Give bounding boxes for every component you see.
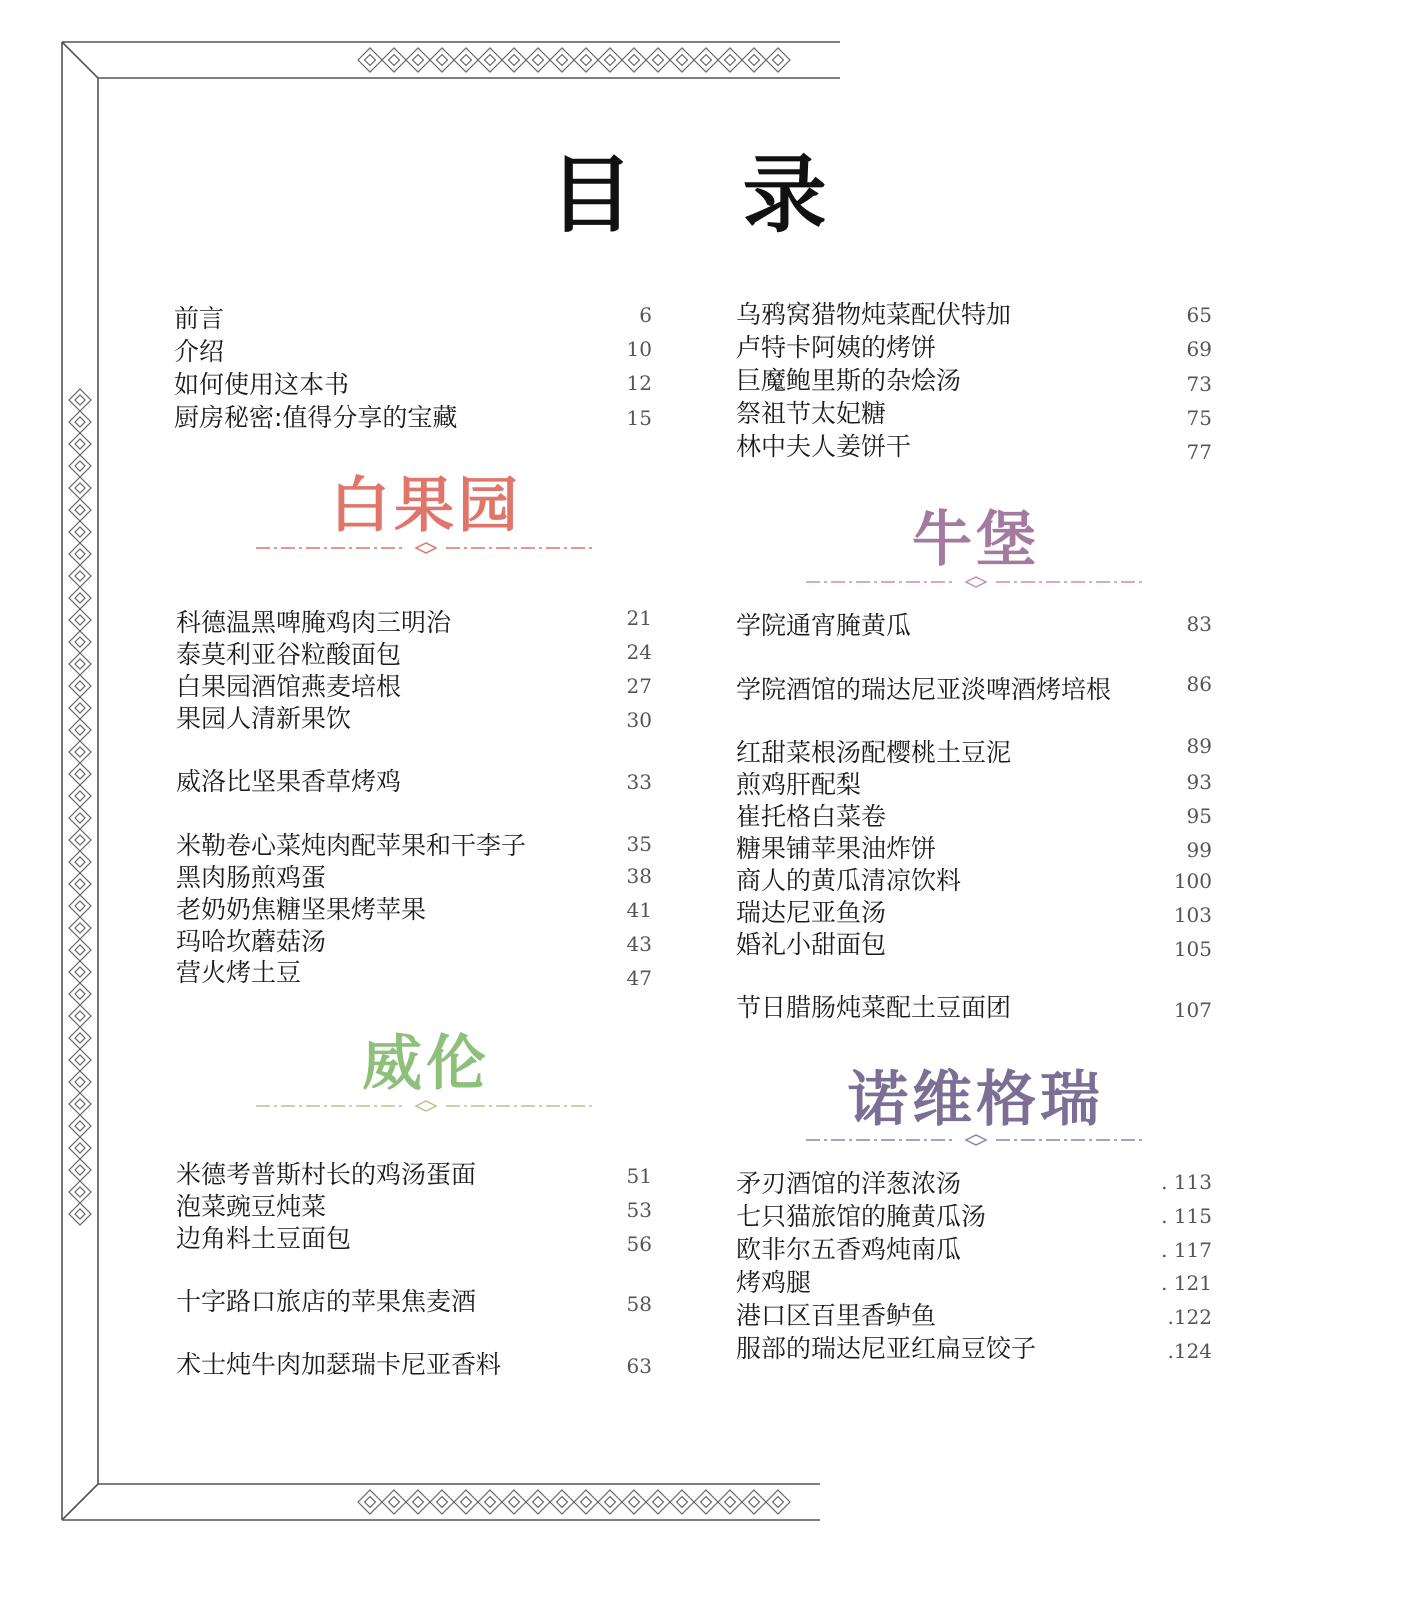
frame-diamond	[742, 1490, 766, 1514]
frame-diamond-inner	[581, 55, 592, 66]
frame-diamond-inner	[749, 1497, 760, 1508]
frame-diamond	[694, 1490, 718, 1514]
frame-diamond-inner	[75, 747, 85, 757]
toc-entry-label[interactable]: 厨房秘密:值得分享的宝藏	[174, 403, 458, 432]
toc-entry-label[interactable]: 煎鸡肝配梨	[736, 770, 862, 799]
frame-diamond-inner	[533, 55, 544, 66]
frame-diamond-inner	[75, 1165, 85, 1175]
frame-diamond	[598, 48, 622, 72]
toc-entry-label[interactable]: 商人的黄瓜清凉饮料	[736, 866, 962, 895]
frame-diamond-inner	[75, 1099, 85, 1109]
toc-entry-label[interactable]: 欧非尔五香鸡炖南瓜	[736, 1235, 962, 1264]
toc-entry-label[interactable]: 米勒卷心菜炖肉配苹果和干李子	[176, 831, 527, 860]
frame-diamond	[69, 587, 91, 609]
frame-diamond-inner	[75, 1077, 85, 1087]
frame-diamond	[550, 1490, 574, 1514]
frame-diamond	[622, 48, 646, 72]
frame-diamond-inner	[75, 439, 85, 449]
frame-diamond-inner	[75, 857, 85, 867]
frame-diamond	[430, 48, 454, 72]
frame-diamond-inner	[75, 681, 85, 691]
frame-diamond	[69, 499, 91, 521]
toc-entry-label[interactable]: 如何使用这本书	[174, 370, 350, 399]
frame-diamond-inner	[75, 769, 85, 779]
toc-page-number: 33	[626, 770, 652, 794]
toc-entry-label[interactable]: 泰莫利亚谷粒酸面包	[176, 640, 402, 669]
frame-diamond	[598, 1490, 622, 1514]
frame-diamond	[69, 521, 91, 543]
frame-diamond-inner	[75, 483, 85, 493]
toc-entry-label[interactable]: 学院酒馆的瑞达尼亚淡啤酒烤培根	[736, 675, 1112, 704]
toc-page-number: . 121	[1161, 1271, 1212, 1295]
frame-diamond	[69, 653, 91, 675]
toc-page-number: 93	[1186, 770, 1212, 794]
frame-diamond-inner	[75, 1121, 85, 1131]
frame-diamond	[69, 939, 91, 961]
toc-entry-label[interactable]: 学院通宵腌黄瓜	[736, 611, 912, 640]
frame-diamond	[502, 1490, 526, 1514]
toc-entry-label[interactable]: 港口区百里香鲈鱼	[736, 1301, 937, 1330]
frame-diamond	[69, 697, 91, 719]
frame-diamond	[454, 48, 478, 72]
toc-page-number: 24	[626, 640, 652, 664]
frame-diamond	[69, 895, 91, 917]
frame-diamond-inner	[75, 835, 85, 845]
toc-page-number: 41	[626, 898, 652, 922]
toc-entry-label[interactable]: 玛哈坎蘑菇汤	[176, 927, 327, 956]
frame-diamond-inner	[389, 1497, 400, 1508]
frame-diamond-inner	[605, 55, 616, 66]
toc-entry-label[interactable]: 矛刃酒馆的洋葱浓汤	[736, 1169, 962, 1198]
frame-diamond	[69, 1093, 91, 1115]
toc-entry-label[interactable]: 服部的瑞达尼亚红扁豆饺子	[736, 1334, 1037, 1363]
frame-diamond	[406, 48, 430, 72]
toc-page-number: 86	[1186, 672, 1212, 696]
toc-page-number: 69	[1186, 337, 1212, 361]
frame-diamond	[69, 829, 91, 851]
frame-diamond-inner	[725, 55, 736, 66]
frame-diamond	[478, 48, 502, 72]
toc-entry-label[interactable]: 祭祖节太妃糖	[736, 399, 887, 428]
toc-entry-label[interactable]: 乌鸦窝猎物炖菜配伏特加	[736, 300, 1012, 329]
frame-diamond	[69, 983, 91, 1005]
frame-diamond-inner	[413, 1497, 424, 1508]
toc-page-number: 43	[626, 932, 652, 956]
toc-page-number: 77	[1186, 440, 1212, 464]
frame-diamond	[69, 741, 91, 763]
frame-diamond	[766, 1490, 790, 1514]
frame-diamond-inner	[533, 1497, 544, 1508]
frame-diamond-inner	[75, 945, 85, 955]
frame-diamond-inner	[75, 527, 85, 537]
section-heading-baiguoyuan: 白果园	[330, 471, 522, 541]
toc-page-number: 47	[626, 966, 652, 990]
toc-page-number: 105	[1173, 937, 1212, 961]
frame-diamond	[454, 1490, 478, 1514]
toc-entry-label[interactable]: 巨魔鲍里斯的杂烩汤	[736, 366, 962, 395]
toc-entry-label[interactable]: 节日腊肠炖菜配土豆面团	[736, 993, 1012, 1022]
frame-diamond	[694, 48, 718, 72]
frame-diamond-inner	[75, 791, 85, 801]
frame-diamond	[69, 609, 91, 631]
frame-diamond	[69, 1115, 91, 1137]
section-divider	[256, 540, 596, 556]
section-heading-nuoweigerui: 诺维格瑞	[848, 1065, 1104, 1135]
frame-diamond-inner	[461, 1497, 472, 1508]
frame-diamond-inner	[581, 1497, 592, 1508]
frame-diamond-inner	[75, 571, 85, 581]
frame-diamond-inner	[75, 923, 85, 933]
frame-diamond	[69, 719, 91, 741]
frame-diamond-inner	[75, 615, 85, 625]
frame-diamond	[69, 873, 91, 895]
frame-diamond-inner	[437, 1497, 448, 1508]
toc-page-number: 38	[626, 864, 652, 888]
section-divider	[256, 1098, 596, 1114]
frame-diamond	[526, 48, 550, 72]
toc-page-number: 99	[1186, 838, 1212, 862]
frame-diamond-inner	[677, 55, 688, 66]
toc-entry-label[interactable]: 老奶奶焦糖坚果烤苹果	[176, 895, 427, 924]
frame-diamond	[69, 1005, 91, 1027]
frame-diamond-inner	[413, 55, 424, 66]
frame-diamond-inner	[461, 55, 472, 66]
toc-entry-label[interactable]: 林中夫人姜饼干	[736, 432, 912, 461]
toc-entry-label[interactable]: 烤鸡腿	[736, 1268, 812, 1297]
toc-page-number: 58	[626, 1292, 652, 1316]
frame-diamond	[670, 48, 694, 72]
frame-diamond-inner	[75, 1143, 85, 1153]
toc-entry-label[interactable]: 前言	[174, 304, 225, 333]
toc-page-number: 73	[1186, 372, 1212, 396]
toc-page-number: 30	[626, 708, 652, 732]
frame-diamond-inner	[509, 55, 520, 66]
frame-diamond	[670, 1490, 694, 1514]
toc-page-number: 53	[626, 1198, 652, 1222]
toc-entry-label[interactable]: 边角料土豆面包	[176, 1224, 352, 1253]
toc-page-number: 65	[1186, 303, 1212, 327]
frame-diamond	[430, 1490, 454, 1514]
frame-diamond	[382, 48, 406, 72]
toc-entry-label[interactable]: 白果园酒馆燕麦培根	[176, 672, 402, 701]
toc-page-number: 107	[1173, 998, 1212, 1022]
frame-diamond-inner	[75, 417, 85, 427]
frame-diamond	[574, 1490, 598, 1514]
frame-diamond	[526, 1490, 550, 1514]
toc-entry-label[interactable]: 七只猫旅馆的腌黄瓜汤	[736, 1202, 987, 1231]
toc-entry-label[interactable]: 果园人清新果饮	[176, 704, 352, 733]
toc-page-number: 10	[626, 337, 652, 361]
toc-entry-label[interactable]: 米德考普斯村长的鸡汤蛋面	[176, 1160, 477, 1189]
frame-diamond	[69, 675, 91, 697]
toc-entry-label[interactable]: 崔托格白菜卷	[736, 802, 887, 831]
page-title: 目 录	[549, 146, 867, 244]
frame-diamond	[69, 543, 91, 565]
toc-page-number: 27	[626, 674, 652, 698]
frame-diamond-inner	[485, 1497, 496, 1508]
toc-entry-label[interactable]: 糖果铺苹果油炸饼	[736, 834, 937, 863]
toc-page-number: 100	[1173, 869, 1212, 893]
toc-entry-label[interactable]: 瑞达尼亚鱼汤	[736, 898, 887, 927]
frame-diamond-inner	[75, 505, 85, 515]
frame-diamond-inner	[75, 879, 85, 889]
toc-entry-label[interactable]: 卢特卡阿姨的烤饼	[736, 333, 937, 362]
frame-diamond	[502, 48, 526, 72]
frame-diamond	[69, 1027, 91, 1049]
toc-entry-label[interactable]: 婚礼小甜面包	[736, 930, 887, 959]
frame-diamond-inner	[75, 967, 85, 977]
toc-page-number: 21	[626, 606, 652, 630]
frame-diamond	[646, 48, 670, 72]
toc-entry-label[interactable]: 泡菜豌豆炖菜	[176, 1192, 327, 1221]
frame-diamond	[69, 1159, 91, 1181]
frame-diamond	[69, 1181, 91, 1203]
toc-page-number: 12	[626, 371, 652, 395]
toc-page-number: 75	[1186, 406, 1212, 430]
frame-diamond	[69, 851, 91, 873]
frame-diamond	[358, 1490, 382, 1514]
toc-entry-label[interactable]: 黑肉肠煎鸡蛋	[176, 863, 327, 892]
frame-diamond	[478, 1490, 502, 1514]
section-heading-niubao: 牛堡	[912, 505, 1040, 575]
frame-diamond	[358, 48, 382, 72]
toc-page-number: 103	[1173, 903, 1212, 927]
toc-page-number: . 113	[1161, 1170, 1212, 1194]
frame-diamond-inner	[773, 55, 784, 66]
toc-entry-label[interactable]: 红甜菜根汤配樱桃土豆泥	[736, 738, 1012, 767]
frame-diamond	[69, 1137, 91, 1159]
frame-diamond	[406, 1490, 430, 1514]
frame-diamond-inner	[75, 989, 85, 999]
toc-page-number: 95	[1186, 804, 1212, 828]
frame-diamond	[69, 1203, 91, 1225]
frame-diamond-inner	[629, 55, 640, 66]
frame-diamond	[69, 455, 91, 477]
frame-diamond-inner	[389, 55, 400, 66]
frame-diamond-inner	[75, 1033, 85, 1043]
frame-diamond-inner	[557, 55, 568, 66]
frame-diamond-inner	[749, 55, 760, 66]
toc-entry-label[interactable]: 介绍	[174, 337, 225, 366]
frame-diamond	[69, 1049, 91, 1071]
frame-diamond	[69, 917, 91, 939]
toc-page-number: 89	[1186, 734, 1212, 758]
toc-entry-label[interactable]: 威洛比坚果香草烤鸡	[176, 767, 402, 796]
frame-diamond-inner	[653, 55, 664, 66]
frame-diamond	[69, 565, 91, 587]
frame-diamond	[382, 1490, 406, 1514]
frame-diamond-inner	[75, 703, 85, 713]
frame-diamond-inner	[725, 1497, 736, 1508]
frame-diamond	[646, 1490, 670, 1514]
frame-diamond-inner	[605, 1497, 616, 1508]
frame-diamond-inner	[629, 1497, 640, 1508]
toc-page-number: 51	[626, 1164, 652, 1188]
frame-diamond-inner	[75, 1187, 85, 1197]
frame-diamond	[550, 48, 574, 72]
frame-diamond-inner	[365, 55, 376, 66]
frame-diamond-inner	[75, 725, 85, 735]
toc-page-number: . 115	[1161, 1204, 1212, 1228]
toc-page-number: 15	[626, 406, 652, 430]
frame-diamond	[69, 1071, 91, 1093]
frame-diamond-inner	[653, 1497, 664, 1508]
frame-diamond	[69, 961, 91, 983]
frame-diamond-inner	[557, 1497, 568, 1508]
frame-diamond-inner	[75, 901, 85, 911]
frame-diamond	[622, 1490, 646, 1514]
frame-diamond	[718, 48, 742, 72]
frame-diamond-inner	[75, 461, 85, 471]
frame-diamond	[69, 389, 91, 411]
frame-diamond-inner	[75, 659, 85, 669]
frame-diamond-inner	[75, 549, 85, 559]
toc-entry-label[interactable]: 营火烤土豆	[176, 958, 302, 987]
frame-diamond	[69, 411, 91, 433]
section-heading-weilun: 威伦	[362, 1029, 490, 1099]
frame-diamond	[69, 631, 91, 653]
frame-diamond-inner	[75, 813, 85, 823]
frame-diamond-inner	[75, 637, 85, 647]
toc-page-number: .124	[1167, 1339, 1212, 1363]
section-divider	[806, 574, 1146, 590]
toc-entry-label[interactable]: 十字路口旅店的苹果焦麦酒	[176, 1287, 477, 1316]
section-divider	[806, 1132, 1146, 1148]
frame-diamond	[69, 433, 91, 455]
frame-diamond-inner	[701, 55, 712, 66]
toc-page-number: . 117	[1161, 1238, 1212, 1262]
frame-diamond	[69, 785, 91, 807]
frame-diamond-inner	[75, 1055, 85, 1065]
frame-diamond-inner	[485, 55, 496, 66]
frame-diamond-inner	[75, 593, 85, 603]
frame-diamond	[69, 477, 91, 499]
frame-diamond	[69, 763, 91, 785]
frame-diamond	[69, 807, 91, 829]
toc-page-number: 35	[626, 832, 652, 856]
toc-page-number: 56	[626, 1232, 652, 1256]
toc-page-number: 63	[626, 1354, 652, 1378]
frame-diamond-inner	[75, 395, 85, 405]
frame-diamond	[574, 48, 598, 72]
frame-diamond-inner	[365, 1497, 376, 1508]
frame-diamond	[742, 48, 766, 72]
frame-diamond-inner	[437, 55, 448, 66]
frame-diamond-inner	[75, 1011, 85, 1021]
frame-diamond-inner	[701, 1497, 712, 1508]
frame-diamond-inner	[509, 1497, 520, 1508]
toc-entry-label[interactable]: 科德温黑啤腌鸡肉三明治	[176, 608, 452, 637]
frame-diamond-inner	[773, 1497, 784, 1508]
toc-page-number: 83	[1186, 612, 1212, 636]
frame-diamond	[766, 48, 790, 72]
toc-entry-label[interactable]: 术士炖牛肉加瑟瑞卡尼亚香料	[176, 1350, 502, 1379]
frame-diamond-inner	[75, 1209, 85, 1219]
frame-diamond	[718, 1490, 742, 1514]
toc-page-number: 6	[639, 303, 652, 327]
toc-page-number: .122	[1167, 1305, 1212, 1329]
frame-diamond-inner	[677, 1497, 688, 1508]
